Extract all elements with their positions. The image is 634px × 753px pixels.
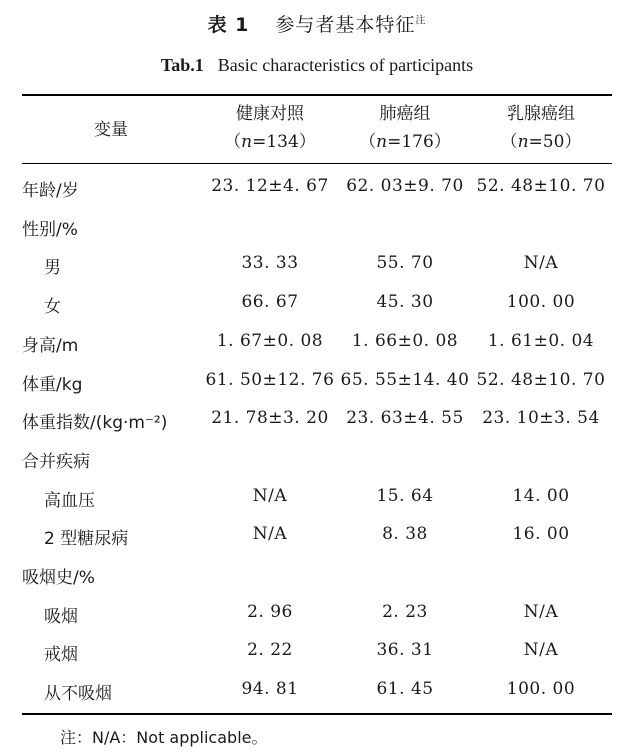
cell-value: 36. 31 (376, 640, 434, 661)
row-label: 体重/kg (22, 374, 83, 395)
cell-value: 1. 61±0. 04 (487, 330, 595, 351)
header-healthy-control (200, 100, 340, 160)
header-variable-label: 变量 (94, 120, 128, 140)
row-label: 性别/% (22, 219, 78, 240)
footnote: 注：N/A：Not applicable。 (60, 728, 268, 747)
cell-value: 23. 63±4. 55 (346, 408, 464, 429)
table-row (22, 671, 612, 709)
row-label: 从不吸烟 (44, 684, 112, 705)
table-row (22, 400, 612, 438)
cell-value: N/A (523, 640, 559, 661)
row-label: 身高/m (22, 335, 79, 356)
cell-value: 1. 67±0. 08 (216, 330, 324, 351)
cell-value: 16. 00 (512, 524, 570, 545)
row-label: 高血压 (44, 490, 95, 511)
table-title-en (0, 55, 634, 76)
cell-value: 14. 00 (512, 485, 570, 506)
table-row (22, 362, 612, 400)
table-row (22, 245, 612, 283)
cell-value: 21. 78±3. 20 (211, 408, 329, 429)
cell-value: 100. 00 (506, 292, 576, 313)
table-row (22, 323, 612, 361)
cell-value: 8. 38 (382, 524, 428, 545)
row-label: 年龄/岁 (22, 181, 79, 201)
cell-value: 62. 03±9. 70 (346, 176, 464, 196)
table-row (22, 207, 612, 245)
cell-value: N/A (252, 485, 288, 506)
table-row (22, 168, 612, 206)
header-col-name: 健康对照 (236, 104, 304, 124)
header-lung-cancer (340, 100, 470, 160)
cell-value: 2. 96 (247, 601, 293, 622)
cell-value: 33. 33 (241, 253, 299, 274)
header-rule (22, 163, 612, 164)
table-caption-cn: 参与者基本特征 (275, 14, 416, 36)
table-caption-en: Basic characteristics of participants (217, 55, 474, 75)
header-col-name: 乳腺癌组 (507, 104, 575, 124)
top-rule (22, 94, 612, 96)
note-marker: 注 (415, 15, 427, 27)
table-row (22, 594, 612, 632)
header-breast-cancer (470, 100, 612, 160)
cell-value: 55. 70 (376, 253, 434, 274)
cell-value: 52. 48±10. 70 (476, 176, 606, 196)
cell-value: N/A (252, 524, 288, 545)
cell-value: 15. 64 (376, 485, 434, 506)
cell-value: N/A (523, 253, 559, 274)
table-row (22, 555, 612, 593)
bottom-rule (22, 713, 612, 715)
row-label: 合并疾病 (22, 451, 90, 472)
row-label: 2 型糖尿病 (44, 529, 129, 550)
cell-value: 2. 22 (247, 640, 293, 661)
table-row (22, 439, 612, 477)
cell-value: 61. 50±12. 76 (205, 369, 335, 390)
table-row (22, 478, 612, 516)
table-title-cn (0, 10, 634, 37)
header-col-n: （n=134） (224, 132, 316, 152)
row-label: 体重指数/(kg·m⁻²) (22, 413, 168, 434)
row-label: 戒烟 (44, 645, 78, 666)
header-variable (22, 116, 200, 176)
cell-value: 61. 45 (376, 679, 434, 700)
cell-value: N/A (523, 601, 559, 622)
row-label: 女 (44, 297, 61, 318)
table-row (22, 632, 612, 670)
header-col-n: （n=50） (500, 132, 582, 152)
cell-value: 23. 10±3. 54 (482, 408, 600, 429)
table-number-cn: 表 1 (207, 14, 250, 36)
row-label: 吸烟 (44, 606, 78, 627)
row-label: 男 (44, 258, 61, 279)
cell-value: 1. 66±0. 08 (351, 330, 459, 351)
cell-value: 65. 55±14. 40 (340, 369, 470, 390)
table-number-en: Tab.1 (160, 55, 204, 75)
cell-value: 94. 81 (241, 679, 299, 700)
cell-value: 100. 00 (506, 679, 576, 700)
cell-value: 23. 12±4. 67 (211, 176, 329, 196)
cell-value: 52. 48±10. 70 (476, 369, 606, 390)
cell-value: 2. 23 (382, 601, 428, 622)
table-row (22, 516, 612, 554)
header-col-n: （n=176） (359, 132, 451, 152)
header-col-name: 肺癌组 (379, 104, 431, 124)
table-row (22, 284, 612, 322)
row-label: 吸烟史/% (22, 568, 95, 588)
cell-value: 45. 30 (376, 292, 434, 313)
cell-value: 66. 67 (241, 292, 299, 313)
